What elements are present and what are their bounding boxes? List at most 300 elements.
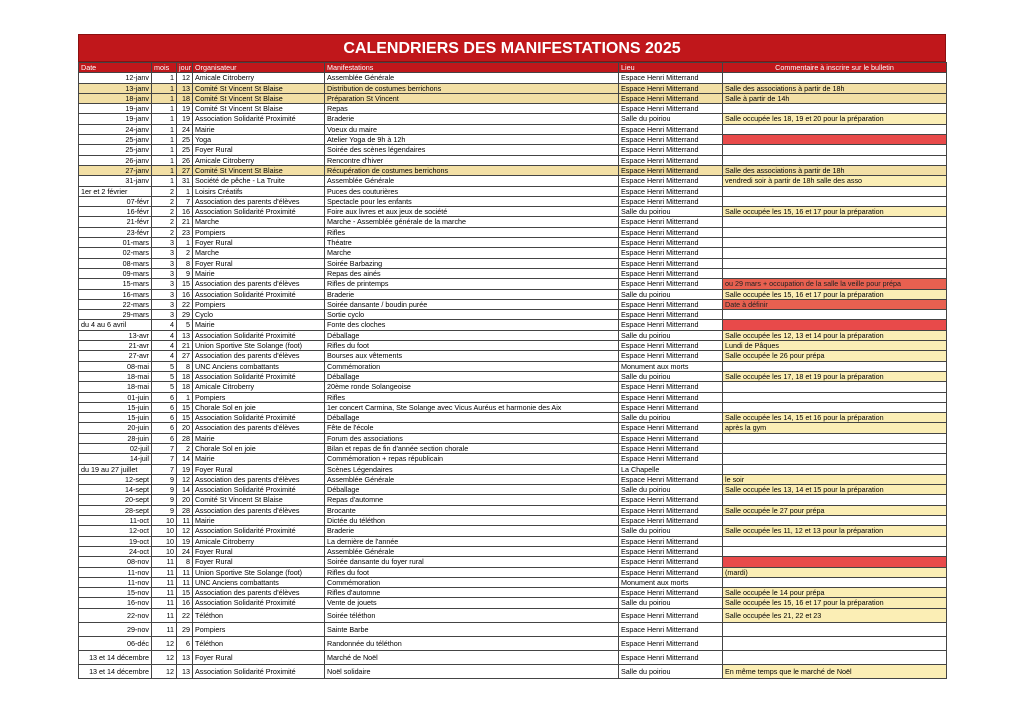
- cell-organisateur[interactable]: Mairie: [193, 454, 325, 464]
- cell-manifestation[interactable]: Déballage: [325, 330, 619, 340]
- cell-date[interactable]: 11-nov: [79, 567, 152, 577]
- cell-commentaire[interactable]: Salle occupée le 27 pour prépa: [723, 505, 947, 515]
- cell-manifestation[interactable]: Fonte des cloches: [325, 320, 619, 330]
- cell-lieu[interactable]: Espace Henri Mitterrand: [619, 443, 723, 453]
- cell-manifestation[interactable]: Spectacle pour les enfants: [325, 196, 619, 206]
- cell-jour[interactable]: 24: [177, 546, 193, 556]
- cell-jour[interactable]: 22: [177, 608, 193, 622]
- cell-date[interactable]: 25-janv: [79, 135, 152, 145]
- cell-jour[interactable]: 28: [177, 505, 193, 515]
- cell-commentaire[interactable]: Salle occupée les 18, 19 et 20 pour la préparation: [723, 114, 947, 124]
- cell-lieu[interactable]: Espace Henri Mitterrand: [619, 238, 723, 248]
- cell-organisateur[interactable]: Association Solidarité Proximité: [193, 289, 325, 299]
- table-row[interactable]: [79, 443, 947, 453]
- cell-mois[interactable]: 10: [152, 516, 177, 526]
- table-row[interactable]: [79, 567, 947, 577]
- cell-jour[interactable]: 1: [177, 392, 193, 402]
- cell-manifestation[interactable]: Braderie: [325, 289, 619, 299]
- cell-organisateur[interactable]: Association Solidarité Proximité: [193, 664, 325, 678]
- cell-lieu[interactable]: Espace Henri Mitterrand: [619, 83, 723, 93]
- cell-date[interactable]: 15-mars: [79, 279, 152, 289]
- cell-mois[interactable]: 4: [152, 351, 177, 361]
- cell-jour[interactable]: 24: [177, 124, 193, 134]
- cell-date[interactable]: 28-juin: [79, 433, 152, 443]
- cell-lieu[interactable]: Espace Henri Mitterrand: [619, 320, 723, 330]
- cell-date[interactable]: 01-mars: [79, 238, 152, 248]
- cell-organisateur[interactable]: Association Solidarité Proximité: [193, 485, 325, 495]
- cell-manifestation[interactable]: Commémoration + repas républicain: [325, 454, 619, 464]
- cell-commentaire[interactable]: Salle des associations à partir de 18h: [723, 165, 947, 175]
- cell-mois[interactable]: 1: [152, 73, 177, 83]
- cell-date[interactable]: 21-avr: [79, 341, 152, 351]
- cell-manifestation[interactable]: Bilan et repas de fin d'année section chorale: [325, 443, 619, 453]
- cell-lieu[interactable]: Salle du poiriou: [619, 330, 723, 340]
- cell-organisateur[interactable]: Association des parents d'élèves: [193, 196, 325, 206]
- cell-organisateur[interactable]: Comité St Vincent St Blaise: [193, 495, 325, 505]
- cell-commentaire[interactable]: [723, 402, 947, 412]
- cell-commentaire[interactable]: [723, 546, 947, 556]
- cell-mois[interactable]: 2: [152, 227, 177, 237]
- cell-mois[interactable]: 11: [152, 577, 177, 587]
- cell-commentaire[interactable]: [723, 155, 947, 165]
- cell-commentaire[interactable]: [723, 186, 947, 196]
- cell-lieu[interactable]: Espace Henri Mitterrand: [619, 454, 723, 464]
- table-row[interactable]: [79, 361, 947, 371]
- table-row[interactable]: [79, 608, 947, 622]
- cell-commentaire[interactable]: [723, 145, 947, 155]
- cell-organisateur[interactable]: Amicale Citroberry: [193, 73, 325, 83]
- cell-jour[interactable]: 18: [177, 371, 193, 381]
- cell-manifestation[interactable]: Voeux du maire: [325, 124, 619, 134]
- cell-mois[interactable]: 6: [152, 433, 177, 443]
- cell-commentaire[interactable]: En même temps que le marché de Noël: [723, 664, 947, 678]
- cell-manifestation[interactable]: Récupération de costumes berrichons: [325, 165, 619, 175]
- cell-commentaire[interactable]: Salle occupée les 15, 16 et 17 pour la préparation: [723, 207, 947, 217]
- table-row[interactable]: [79, 433, 947, 443]
- cell-lieu[interactable]: Espace Henri Mitterrand: [619, 145, 723, 155]
- cell-commentaire[interactable]: (mardi): [723, 567, 947, 577]
- cell-date[interactable]: 23-févr: [79, 227, 152, 237]
- cell-jour[interactable]: 7: [177, 196, 193, 206]
- cell-mois[interactable]: 3: [152, 310, 177, 320]
- table-row[interactable]: [79, 423, 947, 433]
- table-row[interactable]: [79, 495, 947, 505]
- cell-lieu[interactable]: Espace Henri Mitterrand: [619, 279, 723, 289]
- cell-mois[interactable]: 3: [152, 248, 177, 258]
- table-row[interactable]: [79, 227, 947, 237]
- cell-mois[interactable]: 12: [152, 664, 177, 678]
- cell-mois[interactable]: 10: [152, 546, 177, 556]
- cell-mois[interactable]: 1: [152, 176, 177, 186]
- cell-organisateur[interactable]: Association des parents d'élèves: [193, 351, 325, 361]
- cell-date[interactable]: 08-mai: [79, 361, 152, 371]
- cell-commentaire[interactable]: [723, 536, 947, 546]
- cell-commentaire[interactable]: [723, 361, 947, 371]
- cell-mois[interactable]: 3: [152, 279, 177, 289]
- cell-jour[interactable]: 13: [177, 664, 193, 678]
- cell-date[interactable]: 19-janv: [79, 104, 152, 114]
- cell-organisateur[interactable]: Mairie: [193, 124, 325, 134]
- cell-date[interactable]: 12-sept: [79, 474, 152, 484]
- cell-mois[interactable]: 12: [152, 650, 177, 664]
- cell-lieu[interactable]: Espace Henri Mitterrand: [619, 227, 723, 237]
- cell-jour[interactable]: 29: [177, 310, 193, 320]
- cell-jour[interactable]: 18: [177, 93, 193, 103]
- cell-jour[interactable]: 19: [177, 114, 193, 124]
- cell-organisateur[interactable]: Marche: [193, 248, 325, 258]
- cell-commentaire[interactable]: [723, 650, 947, 664]
- cell-manifestation[interactable]: Atelier Yoga de 9h à 12h: [325, 135, 619, 145]
- cell-organisateur[interactable]: Foyer Rural: [193, 464, 325, 474]
- table-row[interactable]: [79, 186, 947, 196]
- cell-jour[interactable]: 16: [177, 289, 193, 299]
- cell-manifestation[interactable]: Forum des associations: [325, 433, 619, 443]
- cell-mois[interactable]: 3: [152, 299, 177, 309]
- cell-lieu[interactable]: Espace Henri Mitterrand: [619, 176, 723, 186]
- table-row[interactable]: [79, 176, 947, 186]
- cell-organisateur[interactable]: Pompiers: [193, 227, 325, 237]
- cell-date[interactable]: du 4 au 6 avril: [79, 320, 152, 330]
- cell-organisateur[interactable]: Loisirs Créatifs: [193, 186, 325, 196]
- cell-commentaire[interactable]: Salle occupée les 13, 14 et 15 pour la préparation: [723, 485, 947, 495]
- table-row[interactable]: [79, 351, 947, 361]
- cell-manifestation[interactable]: Soirée Barbazing: [325, 258, 619, 268]
- cell-organisateur[interactable]: Foyer Rural: [193, 557, 325, 567]
- table-row[interactable]: [79, 114, 947, 124]
- table-row[interactable]: [79, 310, 947, 320]
- cell-organisateur[interactable]: Téléthon: [193, 636, 325, 650]
- cell-date[interactable]: 20-juin: [79, 423, 152, 433]
- cell-date[interactable]: 09-mars: [79, 268, 152, 278]
- cell-jour[interactable]: 19: [177, 104, 193, 114]
- cell-lieu[interactable]: Salle du poiriou: [619, 413, 723, 423]
- cell-lieu[interactable]: Salle du poiriou: [619, 598, 723, 608]
- cell-date[interactable]: 18-janv: [79, 93, 152, 103]
- table-row[interactable]: [79, 650, 947, 664]
- cell-commentaire[interactable]: [723, 238, 947, 248]
- cell-manifestation[interactable]: Repas d'automne: [325, 495, 619, 505]
- cell-commentaire[interactable]: [723, 464, 947, 474]
- cell-mois[interactable]: 3: [152, 258, 177, 268]
- table-row[interactable]: [79, 155, 947, 165]
- cell-manifestation[interactable]: Marche: [325, 248, 619, 258]
- cell-manifestation[interactable]: Préparation St Vincent: [325, 93, 619, 103]
- cell-commentaire[interactable]: [723, 636, 947, 650]
- cell-commentaire[interactable]: [723, 433, 947, 443]
- cell-commentaire[interactable]: [723, 443, 947, 453]
- cell-manifestation[interactable]: Commémoration: [325, 577, 619, 587]
- cell-manifestation[interactable]: Rifles du foot: [325, 567, 619, 577]
- cell-date[interactable]: 13 et 14 décembre: [79, 650, 152, 664]
- table-row[interactable]: [79, 371, 947, 381]
- table-row[interactable]: [79, 636, 947, 650]
- table-row[interactable]: [79, 258, 947, 268]
- table-row[interactable]: [79, 165, 947, 175]
- table-row[interactable]: [79, 516, 947, 526]
- cell-commentaire[interactable]: Salle occupée le 26 pour prépa: [723, 351, 947, 361]
- cell-mois[interactable]: 1: [152, 165, 177, 175]
- cell-commentaire[interactable]: Salle à partir de 14h: [723, 93, 947, 103]
- cell-mois[interactable]: 6: [152, 402, 177, 412]
- cell-lieu[interactable]: Espace Henri Mitterrand: [619, 248, 723, 258]
- cell-commentaire[interactable]: après la gym: [723, 423, 947, 433]
- cell-organisateur[interactable]: Amicale Citroberry: [193, 155, 325, 165]
- cell-lieu[interactable]: Espace Henri Mitterrand: [619, 433, 723, 443]
- table-row[interactable]: [79, 268, 947, 278]
- table-row[interactable]: [79, 577, 947, 587]
- cell-mois[interactable]: 11: [152, 622, 177, 636]
- cell-jour[interactable]: 28: [177, 433, 193, 443]
- cell-lieu[interactable]: Espace Henri Mitterrand: [619, 516, 723, 526]
- cell-organisateur[interactable]: Mairie: [193, 516, 325, 526]
- cell-jour[interactable]: 26: [177, 155, 193, 165]
- table-row[interactable]: [79, 299, 947, 309]
- table-row[interactable]: [79, 392, 947, 402]
- cell-manifestation[interactable]: Scènes Légendaires: [325, 464, 619, 474]
- cell-manifestation[interactable]: Déballage: [325, 485, 619, 495]
- table-row[interactable]: [79, 196, 947, 206]
- cell-date[interactable]: 01-juin: [79, 392, 152, 402]
- cell-mois[interactable]: 10: [152, 526, 177, 536]
- table-row[interactable]: [79, 474, 947, 484]
- cell-organisateur[interactable]: Association Solidarité Proximité: [193, 330, 325, 340]
- table-row[interactable]: [79, 402, 947, 412]
- cell-manifestation[interactable]: Brocante: [325, 505, 619, 515]
- cell-organisateur[interactable]: Pompiers: [193, 299, 325, 309]
- cell-commentaire[interactable]: [723, 73, 947, 83]
- cell-mois[interactable]: 11: [152, 608, 177, 622]
- cell-manifestation[interactable]: Rifles du foot: [325, 341, 619, 351]
- cell-date[interactable]: 16-févr: [79, 207, 152, 217]
- cell-organisateur[interactable]: Société de pêche - La Truite: [193, 176, 325, 186]
- cell-mois[interactable]: 1: [152, 124, 177, 134]
- cell-lieu[interactable]: Espace Henri Mitterrand: [619, 93, 723, 103]
- table-row[interactable]: [79, 536, 947, 546]
- cell-mois[interactable]: 1: [152, 93, 177, 103]
- cell-jour[interactable]: 6: [177, 636, 193, 650]
- cell-mois[interactable]: 7: [152, 443, 177, 453]
- cell-date[interactable]: 26-janv: [79, 155, 152, 165]
- table-row[interactable]: [79, 248, 947, 258]
- cell-commentaire[interactable]: Salle occupée les 11, 12 et 13 pour la préparation: [723, 526, 947, 536]
- cell-date[interactable]: 31-janv: [79, 176, 152, 186]
- cell-manifestation[interactable]: Sainte Barbe: [325, 622, 619, 636]
- cell-jour[interactable]: 19: [177, 464, 193, 474]
- cell-lieu[interactable]: Espace Henri Mitterrand: [619, 474, 723, 484]
- cell-organisateur[interactable]: Association des parents d'élèves: [193, 505, 325, 515]
- cell-date[interactable]: 27-janv: [79, 165, 152, 175]
- cell-date[interactable]: 14-sept: [79, 485, 152, 495]
- table-row[interactable]: [79, 330, 947, 340]
- cell-lieu[interactable]: La Chapelle: [619, 464, 723, 474]
- cell-manifestation[interactable]: Distribution de costumes berrichons: [325, 83, 619, 93]
- cell-manifestation[interactable]: Marche - Assemblée générale de la marche: [325, 217, 619, 227]
- cell-mois[interactable]: 9: [152, 485, 177, 495]
- table-row[interactable]: [79, 598, 947, 608]
- cell-date[interactable]: 06-déc: [79, 636, 152, 650]
- table-row[interactable]: [79, 546, 947, 556]
- cell-mois[interactable]: 11: [152, 588, 177, 598]
- cell-date[interactable]: 12-oct: [79, 526, 152, 536]
- cell-organisateur[interactable]: Association des parents d'élèves: [193, 423, 325, 433]
- cell-manifestation[interactable]: Repas: [325, 104, 619, 114]
- cell-mois[interactable]: 11: [152, 598, 177, 608]
- cell-manifestation[interactable]: Déballage: [325, 413, 619, 423]
- cell-organisateur[interactable]: Comité St Vincent St Blaise: [193, 93, 325, 103]
- cell-lieu[interactable]: Espace Henri Mitterrand: [619, 124, 723, 134]
- cell-jour[interactable]: 8: [177, 361, 193, 371]
- cell-date[interactable]: 02-mars: [79, 248, 152, 258]
- cell-date[interactable]: 11-oct: [79, 516, 152, 526]
- cell-organisateur[interactable]: Chorale Sol en joie: [193, 402, 325, 412]
- cell-commentaire[interactable]: Salle occupée le 14 pour prépa: [723, 588, 947, 598]
- table-row[interactable]: [79, 93, 947, 103]
- cell-manifestation[interactable]: Soirée dansante du foyer rural: [325, 557, 619, 567]
- cell-manifestation[interactable]: Fête de l'école: [325, 423, 619, 433]
- cell-manifestation[interactable]: Soirée dansante / boudin purée: [325, 299, 619, 309]
- table-row[interactable]: [79, 413, 947, 423]
- cell-organisateur[interactable]: Association Solidarité Proximité: [193, 598, 325, 608]
- cell-jour[interactable]: 31: [177, 176, 193, 186]
- cell-commentaire[interactable]: Lundi de Pâques: [723, 341, 947, 351]
- cell-organisateur[interactable]: Union Sportive Ste Solange (foot): [193, 567, 325, 577]
- cell-organisateur[interactable]: Association Solidarité Proximité: [193, 526, 325, 536]
- table-row[interactable]: [79, 485, 947, 495]
- cell-lieu[interactable]: Espace Henri Mitterrand: [619, 495, 723, 505]
- cell-manifestation[interactable]: Randonnée du téléthon: [325, 636, 619, 650]
- cell-lieu[interactable]: Espace Henri Mitterrand: [619, 135, 723, 145]
- cell-date[interactable]: 14-juil: [79, 454, 152, 464]
- cell-manifestation[interactable]: Rifles: [325, 392, 619, 402]
- cell-jour[interactable]: 16: [177, 598, 193, 608]
- cell-mois[interactable]: 11: [152, 567, 177, 577]
- cell-date[interactable]: 15-nov: [79, 588, 152, 598]
- cell-manifestation[interactable]: Puces des couturières: [325, 186, 619, 196]
- cell-organisateur[interactable]: UNC Anciens combattants: [193, 577, 325, 587]
- cell-date[interactable]: 11-nov: [79, 577, 152, 587]
- cell-mois[interactable]: 6: [152, 423, 177, 433]
- cell-jour[interactable]: 9: [177, 268, 193, 278]
- cell-commentaire[interactable]: [723, 516, 947, 526]
- cell-lieu[interactable]: Espace Henri Mitterrand: [619, 423, 723, 433]
- cell-manifestation[interactable]: La dernière de l'année: [325, 536, 619, 546]
- cell-commentaire[interactable]: [723, 392, 947, 402]
- cell-jour[interactable]: 16: [177, 207, 193, 217]
- cell-manifestation[interactable]: Assemblée Générale: [325, 546, 619, 556]
- cell-lieu[interactable]: Espace Henri Mitterrand: [619, 557, 723, 567]
- cell-jour[interactable]: 15: [177, 588, 193, 598]
- cell-lieu[interactable]: Salle du poiriou: [619, 526, 723, 536]
- cell-manifestation[interactable]: Marché de Noël: [325, 650, 619, 664]
- cell-organisateur[interactable]: Association Solidarité Proximité: [193, 371, 325, 381]
- cell-manifestation[interactable]: Soirée téléthon: [325, 608, 619, 622]
- cell-manifestation[interactable]: Commémoration: [325, 361, 619, 371]
- cell-manifestation[interactable]: Vente de jouets: [325, 598, 619, 608]
- cell-lieu[interactable]: Espace Henri Mitterrand: [619, 382, 723, 392]
- table-row[interactable]: [79, 557, 947, 567]
- cell-jour[interactable]: 14: [177, 485, 193, 495]
- cell-lieu[interactable]: Salle du poiriou: [619, 289, 723, 299]
- cell-manifestation[interactable]: Soirée des scènes légendaires: [325, 145, 619, 155]
- table-row[interactable]: [79, 289, 947, 299]
- cell-organisateur[interactable]: Comité St Vincent St Blaise: [193, 83, 325, 93]
- cell-jour[interactable]: 27: [177, 165, 193, 175]
- cell-mois[interactable]: 1: [152, 155, 177, 165]
- cell-organisateur[interactable]: Pompiers: [193, 622, 325, 636]
- cell-lieu[interactable]: Espace Henri Mitterrand: [619, 165, 723, 175]
- cell-organisateur[interactable]: Chorale Sol en joie: [193, 443, 325, 453]
- cell-jour[interactable]: 8: [177, 557, 193, 567]
- cell-lieu[interactable]: Espace Henri Mitterrand: [619, 608, 723, 622]
- cell-commentaire[interactable]: Date à définir: [723, 299, 947, 309]
- cell-organisateur[interactable]: Amicale Citroberry: [193, 382, 325, 392]
- cell-manifestation[interactable]: 1er concert Carmina, Ste Solange avec Vicus Auréus et harmonie des Aix: [325, 402, 619, 412]
- cell-jour[interactable]: 13: [177, 83, 193, 93]
- cell-commentaire[interactable]: [723, 258, 947, 268]
- cell-commentaire[interactable]: [723, 622, 947, 636]
- cell-mois[interactable]: 1: [152, 104, 177, 114]
- cell-date[interactable]: 19-janv: [79, 114, 152, 124]
- cell-lieu[interactable]: Espace Henri Mitterrand: [619, 186, 723, 196]
- cell-organisateur[interactable]: Foyer Rural: [193, 546, 325, 556]
- table-row[interactable]: [79, 341, 947, 351]
- cell-lieu[interactable]: Espace Henri Mitterrand: [619, 505, 723, 515]
- cell-mois[interactable]: 6: [152, 413, 177, 423]
- cell-lieu[interactable]: Espace Henri Mitterrand: [619, 73, 723, 83]
- cell-date[interactable]: 08-mars: [79, 258, 152, 268]
- cell-mois[interactable]: 5: [152, 382, 177, 392]
- cell-mois[interactable]: 4: [152, 341, 177, 351]
- cell-organisateur[interactable]: Yoga: [193, 135, 325, 145]
- cell-jour[interactable]: 19: [177, 536, 193, 546]
- cell-lieu[interactable]: Espace Henri Mitterrand: [619, 636, 723, 650]
- table-row[interactable]: [79, 217, 947, 227]
- cell-date[interactable]: 19-oct: [79, 536, 152, 546]
- cell-mois[interactable]: 5: [152, 371, 177, 381]
- cell-mois[interactable]: 3: [152, 268, 177, 278]
- cell-organisateur[interactable]: Pompiers: [193, 392, 325, 402]
- cell-organisateur[interactable]: Cyclo: [193, 310, 325, 320]
- cell-manifestation[interactable]: Braderie: [325, 526, 619, 536]
- cell-lieu[interactable]: Espace Henri Mitterrand: [619, 341, 723, 351]
- cell-jour[interactable]: 2: [177, 443, 193, 453]
- table-row[interactable]: [79, 279, 947, 289]
- cell-lieu[interactable]: Espace Henri Mitterrand: [619, 567, 723, 577]
- cell-mois[interactable]: 12: [152, 636, 177, 650]
- cell-manifestation[interactable]: Dictée du téléthon: [325, 516, 619, 526]
- cell-lieu[interactable]: Espace Henri Mitterrand: [619, 392, 723, 402]
- cell-manifestation[interactable]: Assemblée Générale: [325, 73, 619, 83]
- cell-mois[interactable]: 9: [152, 505, 177, 515]
- cell-mois[interactable]: 4: [152, 320, 177, 330]
- cell-jour[interactable]: 15: [177, 413, 193, 423]
- table-row[interactable]: [79, 622, 947, 636]
- cell-commentaire[interactable]: Salle occupée les 15, 16 et 17 pour la préparation: [723, 598, 947, 608]
- cell-commentaire[interactable]: ou 29 mars + occupation de la salle la veille pour prépa: [723, 279, 947, 289]
- cell-mois[interactable]: 9: [152, 474, 177, 484]
- cell-manifestation[interactable]: Bourses aux vêtements: [325, 351, 619, 361]
- cell-date[interactable]: 21-févr: [79, 217, 152, 227]
- cell-lieu[interactable]: Salle du poiriou: [619, 485, 723, 495]
- cell-lieu[interactable]: Espace Henri Mitterrand: [619, 217, 723, 227]
- cell-lieu[interactable]: Espace Henri Mitterrand: [619, 104, 723, 114]
- cell-jour[interactable]: 20: [177, 423, 193, 433]
- cell-commentaire[interactable]: [723, 227, 947, 237]
- cell-jour[interactable]: 14: [177, 454, 193, 464]
- cell-date[interactable]: 15-juin: [79, 402, 152, 412]
- cell-date[interactable]: 20-sept: [79, 495, 152, 505]
- cell-manifestation[interactable]: Repas des ainés: [325, 268, 619, 278]
